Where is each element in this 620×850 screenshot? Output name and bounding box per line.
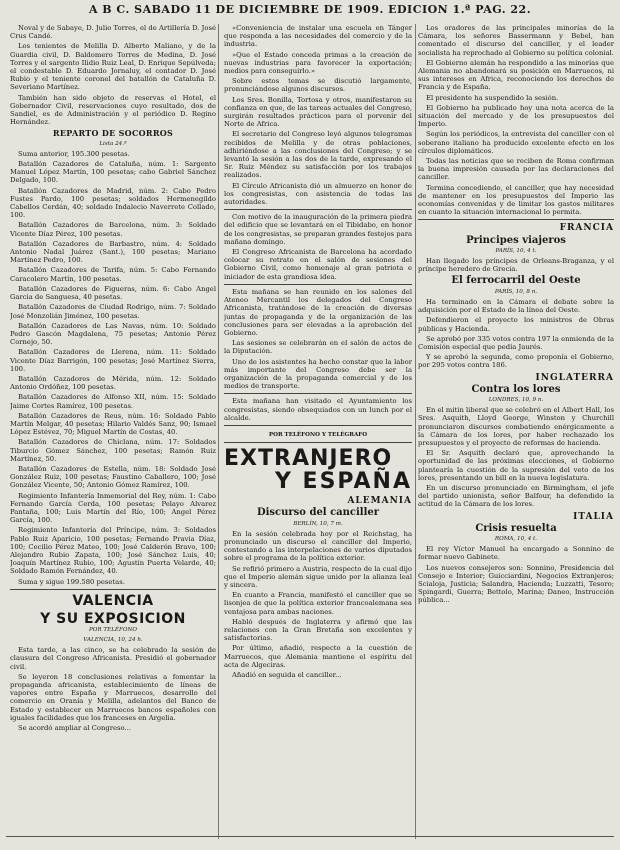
list-item: Regimiento Infantería del Príncipe, núm. 3: Soldados Pablo Ruiz Aparicio, 100 pesetas; Fernando Pravia Díaz, 100; Cecilio Pérez Mateo, 100; José Calderón Bravo, 100; Alejandro Rubio Zapata, 100; José Sánchez Luis, 40; Joaquín Martínez Rubio, 100; Agustín Puerta Velarde, 40; Soldado Ramón Fernández, 40. — [10, 526, 216, 576]
viajeros-title: Principes viajeros — [466, 234, 566, 246]
section-inglaterra: INGLATERRA — [535, 372, 614, 383]
column-2 — [224, 24, 412, 834]
reparto-heading: REPARTO DE SOCORROS — [52, 128, 174, 139]
paragraph: Han llegado los príncipes de Orleans-Braganza, y el príncipe heredero de Grecia. — [418, 257, 614, 274]
paragraph: Los oradores de las principales minorías de la Cámara, los señores Bassermann y Bebel, han comentado el discurso del canciller, y el leader socialista ha reprochado al Gobierno su política colonial. — [418, 24, 614, 57]
list-item: Batallón Cazadores de Ciudad Rodrigo, núm. 7: Soldado José Monzolián Jiménez, 100 pesetas. — [10, 303, 216, 320]
valencia-title: VALENCIA — [72, 592, 154, 609]
canciller-title: Discurso del canciller — [256, 507, 380, 519]
extranjero-title: EXTRANJERO — [224, 446, 393, 472]
paragraph: Habló después de Inglaterra y afirmó que las relaciones con la Gran Bretaña son excelentes y satisfactorias. — [224, 617, 412, 643]
list-item: Batallón Cazadores de Cataluña, núm. 1: Sargento Manuel López Martín, 100 pesetas; cabo Gabriel Sánchez Delgado, 100. — [10, 160, 216, 185]
paragraph: En cuanto a Francia, manifestó el canciller que se lisonjea de que la política exterior francoalemana sea ventajosa para ambas naciones. — [224, 591, 412, 616]
espana-title: Y ESPAÑA — [274, 469, 412, 495]
divider — [224, 393, 412, 394]
paragraph: Los Sres. Bonilla, Tortosa y otros, manifestaron su confianza en que, de las tareas actuales del Congreso, surgirán resultados prácticos para el porvenir del Norte de Africa. — [224, 95, 412, 129]
paragraph: Las sesiones se celebrarán en el salón de actos de la Diputación. — [224, 339, 412, 356]
paragraph: Se acordó ampliar al Congreso... — [18, 724, 131, 733]
paragraph: Esta tarde, a las cinco, se ha celebrado la sesión de clausura del Congreso Africanista. Presidió el gobernador civil. — [10, 646, 216, 671]
list-item: Batallón Cazadores de Llerena, núm. 11: Soldado Vicente Díaz Barrigón, 100 pesetas; José Martínez Sierra, 100. — [10, 348, 216, 373]
section-alemania: ALEMANIA — [347, 496, 412, 507]
list-item: Batallón Cazadores de Mérida, núm. 12: Soldado Antonio Ordóñez, 100 pesetas. — [10, 374, 216, 392]
telegraph-banner: POR TELÉFONO Y TELÉGRAFO — [268, 431, 368, 438]
paragraph: Ha terminado en la Cámara el debate sobre la adquisición por el Estado de la línea del Oeste. — [418, 297, 614, 315]
paragraph: Uno de los asistentes ha hecho constar que la labor más importante del Congreso debe ser la organización de la propaganda comercial y de los medios de transporte. — [224, 357, 412, 391]
crisis-dateline: ROMA, 10, 4 t. — [494, 535, 538, 542]
paragraph: Esta mañana se han reunido en los salones del Ateneo Mercantil los delegados del Congreso Africanista, tratándose de la creación de diversas juntas de propaganda y de la organización de las conclusiones para ser elevadas a la aprobación del Gobierno. — [224, 287, 412, 337]
paragraph: El rey Víctor Manuel ha encargado a Sonnino de formar nuevo Gabinete. — [418, 545, 614, 562]
section-italia: ITALIA — [573, 511, 614, 522]
paragraph: Añadió en seguida el canciller... — [232, 671, 342, 679]
valencia-subtitle: Y SU EXPOSICION — [40, 610, 186, 627]
paragraph: Se leyeron 18 conclusiones relativas a fomentar la propaganda africanista, establecimiento de líneas de vapores entre España y Marruecos, desarrollo del comercio en Oranía y Melilla, adelantos del Banco de Estado y establecer en Marruecos bancos españoles con iguales facilidades que los franceses en Argelia. — [10, 672, 216, 722]
paragraph: Se refirió primero a Austria, respecto de la cual dijo que el Imperio alemán sigue unido por la alianza leal y sincera. — [224, 564, 412, 589]
paragraph: Termina concediendo, el canciller, que hay necesidad de mantener en los presupuestos del Imperio las economías convenidas y de limitar los gastos militares en cuanto la situación internacional lo permita. — [418, 183, 614, 217]
divider — [224, 442, 412, 443]
valencia-byline: POR TELÉFONO — [89, 626, 137, 633]
section-francia: FRANCIA — [559, 223, 614, 234]
paragraph: También han sido objeto de reservas el Hotel, el Gobernador Civil, reservaciones cuyo resultado, dos de Sandiel, es de Administración y el periódico D. Regino Hernández. — [10, 93, 216, 127]
divider — [224, 425, 412, 426]
paragraph: Se aprobó por 335 votos contra 197 la enmienda de la Comisión especial que pedía Jaurés. — [418, 334, 614, 351]
divider — [10, 589, 216, 590]
paragraph: El Gobierno ha publicado hoy una nota acerca de la situación del mercado y de los presupuestos del Imperio. — [418, 103, 614, 129]
paragraph: Con motivo de la inauguración de la primera piedra del edificio que se levantará en el Tibidabo, en honor de los congresistas, se preparan grandes festejos para mañana domingo. — [224, 213, 412, 246]
list-item: Suma y sigue 199.580 pesetas. — [18, 577, 125, 586]
paragraph: En un discurso pronunciado en Birmingham, el jefe del partido unionista, señor Balfour, ha defendido la actitud de la Cámara de los lores. — [418, 483, 614, 509]
list-item: Regimiento Infantería Inmemorial del Rey, núm. 1: Cabo Fernando García Cerda, 100 pesetas; Pelayo Alvarez Pantaña, 100; Luis Martín del Río, 100; Angel Pérez García, 100. — [10, 491, 216, 525]
paragraph: En la sesión celebrada hoy por el Reichstag, ha pronunciado un discurso el canciller del Imperio, contestando a las interpelaciones de varios diputados sobre el programa de la política exterior. — [224, 529, 412, 563]
paragraph: El presidente ha suspendido la sesión. — [426, 93, 559, 102]
list-item: Batallón Cazadores de Alfonso XII, núm. 15: Soldado Jaime Cortes Ramírez, 100 pesetas. — [10, 393, 216, 410]
col1-intro — [10, 24, 216, 126]
canciller-dateline: BERLÍN, 10, 7 m. — [293, 520, 343, 527]
reparto-dateline: Lista 24.ª — [99, 140, 127, 147]
paragraph: Los nuevos consejeros son: Sonnino, Presidencia del Consejo e Interior; Guicciardini, Negocios Extranjeros; Scialoja, Justicia; Salandra, Hacienda; Luzzatti, Tesoro; Spingardi, Guerra; Bettolo, Marina; Daneo, Instrucción pública... — [418, 563, 614, 605]
list-item: Batallón Cazadores de Barbastro, núm. 4: Soldado Antonio Nadal Juárez (Sant.), 100 pesetas; Mariano Martínez Pedro, 100. — [10, 239, 216, 265]
paragraph: Los tenientes de Melilla D. Alberto Maliano, y de la Guardia civil, D. Baldomero Torres de Medina, D. José Torres y el sargento Ilidio Ruiz Leal, D. Enrique Sepúlveda; el condestable D. Eduardo Jornaluy, el contador D. José Rubio y el teniente coronel del batallón de Cataluña D. Severiano Martínez. — [10, 42, 216, 92]
paragraph: El Gobierno alemán ha respondido a las minorías que Alemania no abandonará su posición en Marruecos, ni sus intereses en Africa, reconociendo los derechos de Francia y de España. — [418, 58, 614, 92]
paragraph: El Círculo Africanista dió un almuerzo en honor de los congresistas, con asistencia de todas las autoridades. — [224, 181, 412, 207]
column-divider-1 — [218, 24, 219, 839]
viajeros-dateline: PARÍS, 10, 4 t. — [495, 247, 537, 254]
paragraph: En el mitin liberal que se celebró en el Albert Hall, los Sres. Asquith, Lloyd George, Winston y Churchill pronunciaron discursos combatiendo enérgicamente a la Cámara de los lores, por haber rechazado los presupuestos y el proyecto de reformas de hacienda. — [418, 406, 614, 447]
paragraph: Según los periódicos, la entrevista del canciller con el soberano italiano ha producido excelente efecto en los círculos diplomáticos. — [418, 130, 614, 155]
lores-dateline: LONDRES, 10, 9 n. — [488, 396, 544, 403]
page-header: A B C. SABADO 11 DE DICIEMBRE DE 1909. EDICION 1.ª PAG. 22. — [88, 3, 532, 16]
lores-title: Contra los lores — [471, 383, 561, 395]
column-1 — [10, 24, 216, 834]
paragraph: «Conveniencia de instalar una escuela en Tánger que responda a las necesidades del comercio y de la industria. — [224, 24, 412, 49]
paragraph: Defendieron el proyecto los ministros de Obras públicas y Hacienda. — [418, 316, 614, 333]
list-item: Batallón Cazadores de Tarifa, núm. 5: Cabo Fernando Caracolero Martín, 100 pesetas. — [10, 266, 216, 283]
paragraph: Por último, añadió, respecto a la cuestión de Marruecos, que Alemania mantiene el espíritu del acta de Algeciras. — [224, 644, 412, 669]
paragraph: Noval y de Sabaye, D. Julio Torres, el de Artillería D. José Crus Candé. — [10, 24, 216, 41]
paragraph: Esta mañana han visitado el Ayuntamiento los congresistas, siendo obsequiados con un lunch por el alcalde. — [224, 397, 412, 422]
reparto-list — [10, 160, 216, 586]
footer-rule — [6, 836, 614, 837]
list-item: Batallón Cazadores de Estella, núm. 18: Soldado José González Ruiz, 100 pesetas; Faustino Caballero, 100; José González Vicente, 50; Antonio Gómez Ramírez, 100. — [10, 464, 216, 490]
crisis-title: Crisis resuelta — [475, 522, 557, 534]
paragraph: Y se aprobó la segunda, como proponía el Gobierno, por 295 votos contra 186. — [418, 353, 614, 370]
reparto-lead: Suma anterior, 195.300 pesetas. — [18, 149, 130, 158]
paragraph: El Sr. Asquith declaró que, aprovechando la oportunidad de las próximas elecciones, el Gobierno plantearía la cuestión de la supresión del veto de los lores, presentando un bill en la nueva legislatura. — [418, 449, 614, 482]
column-3 — [418, 24, 614, 834]
divider — [224, 209, 412, 210]
list-item: Batallón Cazadores de Las Navas, núm. 10: Soldado Pedro Gascón Magdalena, 75 pesetas; Antonio Pérez Cornejo, 50. — [10, 321, 216, 347]
ferrocarril-dateline: PARÍS, 10, 8 n. — [494, 288, 538, 295]
paragraph: »Que el Estado conceda primas a la creación de nuevas industrias para favorecer la exportación; medios para conseguirlo.» — [224, 50, 412, 76]
paragraph: El Congreso Africanista de Barcelona ha acordado colocar su retrato en el salón de sesiones del Gobierno Civil, como homenaje al gran patriota e iniciador de esta grandiosa idea. — [224, 248, 412, 281]
ferrocarril-title: El ferrocarril del Oeste — [451, 275, 581, 287]
divider — [224, 284, 412, 285]
paragraph: Sobre estos temas se discutió largamente, pronunciándose algunos discursos. — [224, 77, 412, 94]
column-divider-2 — [415, 24, 416, 839]
valencia-dateline: VALENCIA, 10, 24 h. — [83, 637, 143, 643]
divider — [418, 219, 614, 220]
list-item: Batallón Cazadores de Figueras, núm. 6: Cabo Angel Garcia de Sanguesa, 40 pesetas. — [10, 284, 216, 302]
list-item: Batallón Cazadores de Madrid, núm. 2: Cabo Pedro Fustes Pardo, 100 pesetas; soldados Hermenegildo Cabellos Cerdán, 40; soldado Indalecio Naverrete Collado, 100. — [10, 186, 216, 220]
paragraph: El secretario del Congreso leyó algunos telegramas recibidos de Melilla y de otras poblaciones, adhiriéndose a las conclusiones del Congreso; y se levantó la sesión a las dos de la tarde, expresando el Sr. Ruiz Méndez su satisfacción por los trabajos realizados. — [224, 130, 412, 180]
list-item: Batallón Cazadores de Barcelona, núm. 3: Soldado Vicente Díaz Pérez, 100 pesetas. — [10, 221, 216, 238]
paragraph: Todas las noticias que se reciben de Roma confirman la buena impresión causada por las declaraciones del canciller. — [418, 157, 614, 182]
list-item: Batallón Cazadores de Reus, núm. 16: Soldado Pablo Martín Melgar, 40 pesetas; Hilario Valdés Sanz, 90; Ismael López Estévez, 70; Miguel Martín de Costas, 40. — [10, 411, 216, 437]
list-item: Batallón Cazadores de Chiclana, núm. 17: Soldados Tiburcio Gómez Sánchez, 100 pesetas; Ramón Ruiz Martínez, 50. — [10, 438, 216, 463]
